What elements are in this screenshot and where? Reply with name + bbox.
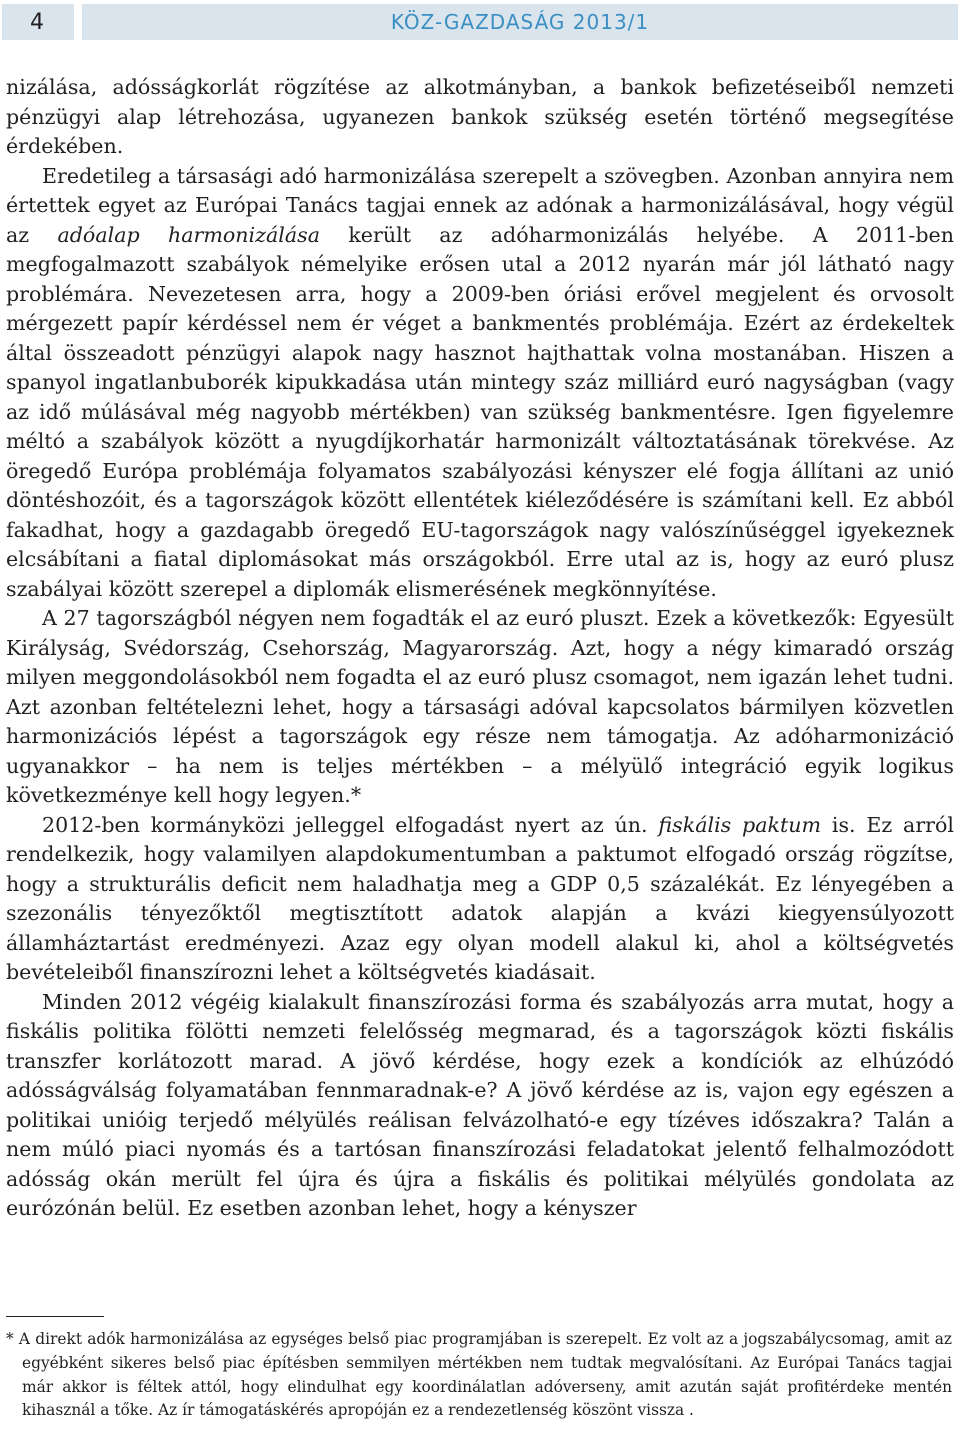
paragraph: Minden 2012 végéig kialakult finanszírozási forma és szabályozás arra mutat, hogy a fiskális politika fölötti nemzeti felelősség megmarad, és a tagországok közti fiskális transzfer korlátozott marad. A jövő kérdése, hogy ezek a kondíciók az elhúzódó adósságválság folyamatában fennmaradnak-e? A jövő kérdése az is, vajon egy egészen a politikai unióig terjedő mélyülés reálisan felvázolható-e egy tízéves időszakra? Talán a nem múló piaci nyomás és a tartósan finanszírozási feladatokat jelentő felhalmozódott adósság okán merült fel újra és újra a fiskális és politikai mélyülés gondolata az eurózónán belül. Ez esetben azonban lehet, hogy a kényszer bbox=[6, 989, 954, 1220]
text-run: 2012-ben kormányközi jelleggel elfogadást nyert az ún. bbox=[42, 812, 659, 837]
paragraph bbox=[6, 811, 954, 988]
emphasis: fiskális paktum bbox=[658, 812, 822, 837]
paragraph: A 27 tagországból négyen nem fogadták el az euró pluszt. Ezek a következők: Egyesült Királyság, Svédország, Csehország, Magyarország. Azt, hogy a négy kimaradó ország milyen meggondolásokból nem fogadta el az euró plusz csomagot, nem igazán lehet tudni. Azt azonban feltételezni lehet, hogy a társasági adóval kapcsolatos bármilyen közvetlen harmonizációs lépést a tagországok egy része nem támogatja. Az adóharmonizáció ugyanakkor – ha nem is teljes mértékben – a mélyülő integráció egyik logikus következménye kell hogy legyen.* bbox=[6, 606, 954, 807]
journal-title: KÖZ-GAZDASÁG 2013/1 bbox=[82, 4, 958, 40]
page-header bbox=[0, 4, 960, 40]
emphasis: adóalap harmonizálása bbox=[57, 222, 320, 247]
page-number: 4 bbox=[2, 4, 74, 40]
paragraph: nizálása, adósságkorlát rögzítése az alkotmányban, a bankok befizetéseiből nemzeti pénzügyi alap létrehozása, ugyanezen bankok szükség esetén történő megsegítése érdekében. bbox=[6, 75, 954, 158]
paragraph bbox=[6, 162, 954, 605]
article-body bbox=[6, 73, 954, 1224]
text-run: Eredetileg a társasági adó harmonizálása szerepelt a szövegben. Azonban annyira nem értettek egyet az Európai Tanács tagjai ennek az adónak a harmonizálásával, hogy végül az bbox=[6, 163, 954, 247]
text-run: került az adóharmonizálás helyébe. A 2011-ben megfogalmazott szabályok némelyike erősen utal a 2012 nyarán már jól látható nagy problémára. Nevezetesen arra, hogy a 2009-ben óriási erővel megjelent és orvosolt mérgezett papír kérdéssel nem ér véget a bankmentés problémája. Ezért az érdekeltek által összeadott pénzügyi alapok nagy hasznot hajthattak volna mostanában. Hiszen a spanyol ingatlanbuborék kipukkadása után mintegy száz milliárd euró nagyságban (vagy az idő múlásával még nagyobb mértékben) van szükség bankmentésre. Igen figyelemre méltó a szabályok között a nyugdíjkorhatár harmonizált változtatásának törekvése. Az öregedő Európa problémája folyamatos szabályozási kényszer elé fogja állítani az unió döntéshozóit, és a tagországok között ellentétek kiéleződésére is számítani kell. Ez abból fakadhat, hogy a gazdagabb öregedő EU-tagországok nagy valószínűséggel igyekeznek elcsábítani a fiatal diplomásokat más országokból. Erre utal az is, hogy az euró plusz szabályai között szerepel a diplomák elismerésének megkönnyítése. bbox=[6, 222, 954, 601]
text-run: is. Ez arról rendelkezik, hogy valamilyen alapdokumentumban a paktumot elfogadó ország rögzítse, hogy a strukturális deficit nem haladhatja meg a GDP 0,5 százalékát. Ez lényegében a szezonális tényezőktől megtisztított adatok alapján a kvázi kiegyensúlyozott államháztartást eredményezi. Azaz egy olyan modell alakul ki, ahol a költségvetés bevételeiből finanszírozni lehet a költségvetés kiadásait. bbox=[6, 812, 954, 984]
footnote: * A direkt adók harmonizálása az egységes belső piac programjában is szerepelt. Ez volt az a jogszabálycsomag, amit az egyébként sikeres belső piac építésben semmilyen mértékben nem tudtak megvalósítani. Az Európai Tanács tagjai már akkor is féltek attól, hogy elindulhat egy koordinálatlan adóverseny, amit azután saját profitérdeke mentén kihasznál a tőke. Az ír támogatáskérés apropóján ez a rendezetlenség köszönt vissza . bbox=[6, 1330, 952, 1420]
footnote-rule bbox=[6, 1316, 104, 1317]
